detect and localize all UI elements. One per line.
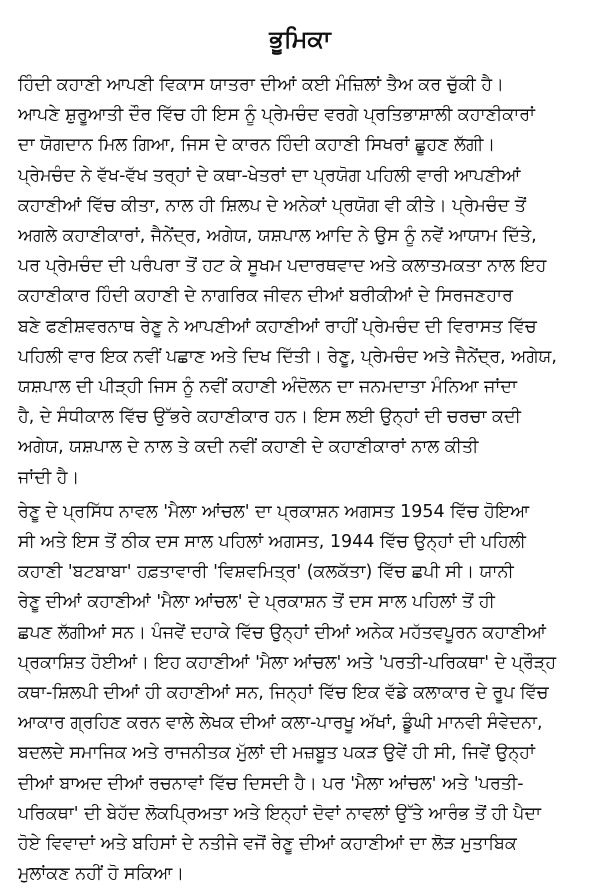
page-title: ਭੂਮਿਕਾ [269,25,331,53]
text-line: ਬਣੇ ਫਣੀਸ਼ਵਰਨਾਥ ਰੇਣੂ ਨੇ ਆਪਣੀਆਂ ਕਹਾਣੀਆਂ ਰਾਹੀਂ ਪ੍ਰੇਮਚੰਦ ਦੀ ਵਿਰਾਸਤ ਵਿੱਚ [18,316,537,337]
text-line: ਮੁਲਾਂਕਣ ਨਹੀਂ ਹੋ ਸਕਿਆ। [18,864,185,885]
text-line: ਯਸ਼ਪਾਲ ਦੀ ਪੀੜ੍ਹੀ ਜਿਸ ਨੂੰ ਨਵੀਂ ਕਹਾਣੀ ਅੰਦੋਲਨ ਦਾ ਜਨਮਦਾਤਾ ਮੰਨਿਆ ਜਾਂਦਾ [18,377,518,398]
text-line: ਰੇਣੂ ਦੇ ਪ੍ਰਸਿੱਧ ਨਾਵਲ 'ਮੈਲਾ ਆਂਚਲ' ਦਾ ਪ੍ਰਕਾਸ਼ਨ ਅਗਸਤ 1954 ਵਿੱਚ ਹੋਇਆ [18,501,530,522]
text-line: ਪ੍ਰਕਾਸ਼ਿਤ ਹੋਈਆਂ। ਇਹ ਕਹਾਣੀਆਂ 'ਮੈਲਾ ਆਂਚਲ' ਅਤੇ 'ਪਰਤੀ-ਪਰਿਕਥਾ' ਦੇ ਪ੍ਰੌੜ੍ਹ [18,652,557,673]
paragraph-1 [18,70,582,493]
text-line: ਦੀਆਂ ਬਾਅਦ ਦੀਆਂ ਰਚਨਾਵਾਂ ਵਿੱਚ ਦਿਸਦੀ ਹੈ। ਪਰ 'ਮੈਲਾ ਆਂਚਲ' ਅਤੇ 'ਪਰਤੀ- [18,773,524,794]
text-line: ਪਹਿਲੀ ਵਾਰ ਇਕ ਨਵੀਂ ਪਛਾਣ ਅਤੇ ਦਿਖ ਦਿੱਤੀ। ਰੇਣੂ, ਪ੍ਰੇਮਚੰਦ ਅਤੇ ਜੈਨੇਂਦ੍ਰ, ਅਗੇਯ, [18,346,557,367]
text-line: ਹੋਏ ਵਿਵਾਦਾਂ ਅਤੇ ਬਹਿਸਾਂ ਦੇ ਨਤੀਜੇ ਵਜੋਂ ਰੇਣੂ ਦੀਆਂ ਕਹਾਣੀਆਂ ਦਾ ਲੋੜ ਮੁਤਾਬਿਕ [18,834,517,855]
text-line: ਕਥਾ-ਸ਼ਿਲਪੀ ਦੀਆਂ ਹੀ ਕਹਾਣੀਆਂ ਸਨ, ਜਿਨ੍ਹਾਂ ਵਿੱਚ ਇਕ ਵੱਡੇ ਕਲਾਕਾਰ ਦੇ ਰੂਪ ਵਿੱਚ [18,683,549,704]
text-line: ਕਹਾਣੀਕਾਰ ਹਿੰਦੀ ਕਹਾਣੀ ਦੇ ਨਾਗਰਿਕ ਜੀਵਨ ਦੀਆਂ ਬਰੀਕੀਆਂ ਦੇ ਸਿਰਜਣਹਾਰ [18,286,513,307]
text-line: ਕਹਾਣੀਆਂ ਵਿੱਚ ਕੀਤਾ, ਨਾਲ ਹੀ ਸ਼ਿਲਪ ਦੇ ਅਨੇਕਾਂ ਪ੍ਰਯੋਗ ਵੀ ਕੀਤੇ। ਪ੍ਰੇਮਚੰਦ ਤੋਂ [18,195,527,216]
text-line: ਜਾਂਦੀ ਹੈ। [18,467,80,488]
text-line: ਅਗੇਯ, ਯਸ਼ਪਾਲ ਦੇ ਨਾਲ ਤੇ ਕਦੀ ਨਵੀਂ ਕਹਾਣੀ ਦੇ ਕਹਾਣੀਕਾਰਾਂ ਨਾਲ ਕੀਤੀ [18,437,479,458]
text-line: ਪਰਿਕਥਾ' ਦੀ ਬੇਹੱਦ ਲੋਕਪ੍ਰਿਅਤਾ ਅਤੇ ਇਨ੍ਹਾਂ ਦੋਵਾਂ ਨਾਵਲਾਂ ਉੱਤੇ ਆਰੰਭ ਤੋਂ ਹੀ ਪੈਦਾ [18,803,542,824]
text-line: ਆਕਾਰ ਗ੍ਰਹਿਣ ਕਰਨ ਵਾਲੇ ਲੇਖਕ ਦੀਆਂ ਕਲਾ-ਪਾਰਖੂ ਅੱਖਾਂ, ਡੂੰਘੀ ਮਾਨਵੀ ਸੰਵੇਦਨਾ, [18,713,543,734]
text-line: ਪ੍ਰੇਮਚੰਦ ਨੇ ਵੱਖ-ਵੱਖ ਤਰ੍ਹਾਂ ਦੇ ਕਥਾ-ਖੇਤਰਾਂ ਦਾ ਪ੍ਰਯੋਗ ਪਹਿਲੀ ਵਾਰੀ ਆਪਣੀਆਂ [18,165,521,186]
text-line: ਬਦਲਦੇ ਸਮਾਜਿਕ ਅਤੇ ਰਾਜਨੀਤਕ ਮੁੱਲਾਂ ਦੀ ਮਜ਼ਬੂਤ ਪਕੜ ਉਵੇਂ ਹੀ ਸੀ, ਜਿਵੇਂ ਉਨ੍ਹਾਂ [18,743,535,764]
text-line: ਅਗਲੇ ਕਹਾਣੀਕਾਰਾਂ, ਜੈਨੇਂਦ੍ਰ, ਅਗੇਯ, ਯਸ਼ਪਾਲ ਆਦਿ ਨੇ ਉਸ ਨੂੰ ਨਵੇਂ ਆਯਾਮ ਦਿੱਤੇ, [18,226,537,247]
text-line: ਛਪਣ ਲੱਗੀਆਂ ਸਨ। ਪੰਜਵੇਂ ਦਹਾਕੇ ਵਿੱਚ ਉਨ੍ਹਾਂ ਦੀਆਂ ਅਨੇਕ ਮਹੱਤਵਪੂਰਨ ਕਹਾਣੀਆਂ [18,622,546,643]
text-line: ਸੀ ਅਤੇ ਇਸ ਤੋਂ ਠੀਕ ਦਸ ਸਾਲ ਪਹਿਲਾਂ ਅਗਸਤ, 1944 ਵਿੱਚ ਉਨ੍ਹਾਂ ਦੀ ਪਹਿਲੀ [18,532,526,553]
text-line: ਰੇਣੂ ਦੀਆਂ ਕਹਾਣੀਆਂ 'ਮੈਲਾ ਆਂਚਲ' ਦੇ ਪ੍ਰਕਾਸ਼ਨ ਤੋਂ ਦਸ ਸਾਲ ਪਹਿਲਾਂ ਤੋਂ ਹੀ [18,592,495,613]
text-line: ਪਰ ਪ੍ਰੇਮਚੰਦ ਦੀ ਪਰੰਪਰਾ ਤੋਂ ਹਟ ਕੇ ਸੂਖਮ ਪਦਾਰਥਵਾਦ ਅਤੇ ਕਲਾਤਮਕਤਾ ਨਾਲ ਇਹ [18,256,547,277]
text-line: ਹੈ, ਦੇ ਸੰਧੀਕਾਲ ਵਿੱਚ ਉੱਭਰੇ ਕਹਾਣੀਕਾਰ ਹਨ। ਇਸ ਲਈ ਉਨ੍ਹਾਂ ਦੀ ਚਰਚਾ ਕਦੀ [18,407,521,428]
text-line: ਆਪਣੇ ਸ਼ੁਰੂਆਤੀ ਦੌਰ ਵਿੱਚ ਹੀ ਇਸ ਨੂੰ ਪ੍ਰੇਮਚੰਦ ਵਰਗੇ ਪ੍ਰਤਿਭਾਸ਼ਾਲੀ ਕਹਾਣੀਕਾਰਾਂ [18,105,535,126]
text-line: ਦਾ ਯੋਗਦਾਨ ਮਿਲ ਗਿਆ, ਜਿਸ ਦੇ ਕਾਰਨ ਹਿੰਦੀ ਕਹਾਣੀ ਸਿਖਰਾਂ ਛੂਹਣ ਲੱਗੀ। [18,135,496,156]
paragraph-2 [18,497,582,889]
text-line: ਹਿੰਦੀ ਕਹਾਣੀ ਆਪਣੀ ਵਿਕਾਸ ਯਾਤਰਾ ਦੀਆਂ ਕਈ ਮੰਜ਼ਿਲਾਂ ਤੈਅ ਕਰ ਚੁੱਕੀ ਹੈ। [18,75,504,95]
text-line: ਕਹਾਣੀ 'ਬਟਬਾਬਾ' ਹਫ਼ਤਾਵਾਰੀ 'ਵਿਸ਼ਵਮਿਤ੍ਰ' (ਕਲਕੱਤਾ) ਵਿੱਚ ਛਪੀ ਸੀ। ਯਾਨੀ [18,562,514,583]
